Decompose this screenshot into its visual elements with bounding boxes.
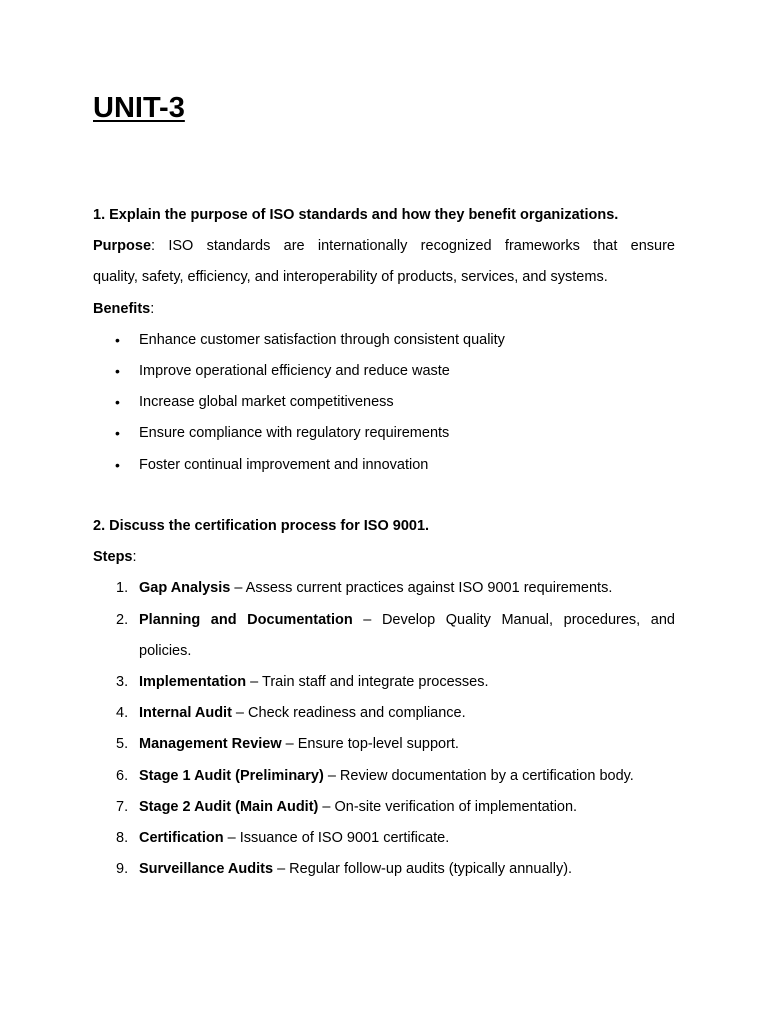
step-text [139, 823, 675, 854]
step-desc: – Develop Quality Manual, procedures, and policies. [139, 611, 675, 659]
step-desc: – On-site verification of implementation. [318, 798, 578, 815]
steps-list [93, 573, 675, 885]
step-desc: – Ensure top-level support. [281, 736, 459, 753]
purpose-line-1 [93, 231, 675, 262]
step-text [139, 698, 675, 729]
step-name: Planning and Documentation [139, 611, 353, 628]
document-page [93, 0, 675, 1024]
step-item [93, 605, 675, 667]
step-desc: – Issuance of ISO 9001 certificate. [223, 830, 450, 847]
question-1-section [93, 200, 675, 481]
step-desc: – Regular follow-up audits (typically annually). [273, 861, 573, 878]
benefits-colon: : [150, 300, 155, 317]
bullet-icon: • [115, 394, 120, 411]
step-number: 5. [116, 736, 129, 753]
step-desc: – Check readiness and compliance. [231, 705, 466, 722]
step-name: Management Review [139, 736, 282, 753]
step-item [93, 823, 675, 854]
benefit-item [93, 450, 675, 481]
benefit-text: Enhance customer satisfaction through consistent quality [139, 331, 505, 348]
step-desc: – Review documentation by a certification body. [323, 767, 634, 784]
question-1-heading: 1. Explain the purpose of ISO standards and how they benefit organizations. [93, 207, 619, 223]
question-2-section [93, 511, 675, 885]
step-number: 3. [116, 674, 129, 691]
step-name: Stage 1 Audit (Preliminary) [139, 767, 324, 784]
bullet-icon: • [115, 363, 120, 380]
step-name: Internal Audit [139, 705, 232, 722]
step-number: 4. [116, 705, 129, 722]
step-number: 6. [116, 767, 129, 784]
step-number: 1. [116, 580, 129, 597]
purpose-line-2: quality, safety, efficiency, and interoperability of products, services, and systems. [93, 269, 608, 286]
benefit-item [93, 325, 675, 356]
step-number: 2. [116, 611, 129, 628]
unit-title: UNIT-3 [93, 92, 185, 124]
step-name: Surveillance Audits [139, 861, 274, 878]
steps-label: Steps [93, 549, 133, 566]
benefit-text: Foster continual improvement and innovation [139, 456, 429, 473]
steps-heading [93, 542, 675, 573]
step-desc: – Assess current practices against ISO 9001 requirements. [230, 580, 613, 597]
purpose-label: Purpose [93, 238, 152, 255]
benefit-text: Improve operational efficiency and reduce waste [139, 363, 450, 380]
step-name: Certification [139, 830, 224, 847]
bullet-icon: • [115, 331, 120, 348]
benefit-text: Ensure compliance with regulatory requirements [139, 425, 450, 442]
step-name: Implementation [139, 674, 247, 691]
step-item [93, 698, 675, 729]
benefit-item [93, 418, 675, 449]
step-item [93, 792, 675, 823]
bullet-icon: • [115, 425, 120, 442]
step-item [93, 667, 675, 698]
step-item [93, 729, 675, 760]
steps-colon: : [132, 549, 137, 566]
step-text [139, 761, 675, 792]
step-item [93, 573, 675, 604]
step-desc: – Train staff and integrate processes. [246, 674, 489, 691]
step-text [139, 573, 675, 604]
step-text [139, 605, 675, 667]
step-name: Gap Analysis [139, 580, 231, 597]
step-name: Stage 2 Audit (Main Audit) [139, 798, 319, 815]
step-text [139, 792, 675, 823]
step-text [139, 729, 675, 760]
step-text [139, 854, 675, 885]
step-item [93, 761, 675, 792]
benefits-label: Benefits [93, 300, 151, 317]
step-number: 8. [116, 830, 129, 847]
benefits-heading [93, 294, 675, 325]
benefit-item [93, 356, 675, 387]
step-item [93, 854, 675, 885]
benefit-item [93, 387, 675, 418]
benefit-text: Increase global market competitiveness [139, 394, 394, 411]
step-number: 7. [116, 798, 129, 815]
benefits-list [93, 325, 675, 481]
purpose-paragraph [93, 231, 675, 293]
step-number: 9. [116, 861, 129, 878]
purpose-text-line-1: : ISO standards are internationally recognized frameworks that ensure [151, 238, 675, 255]
step-text [139, 667, 675, 698]
question-2-heading: 2. Discuss the certification process for ISO 9001. [93, 518, 430, 534]
bullet-icon: • [115, 456, 120, 473]
